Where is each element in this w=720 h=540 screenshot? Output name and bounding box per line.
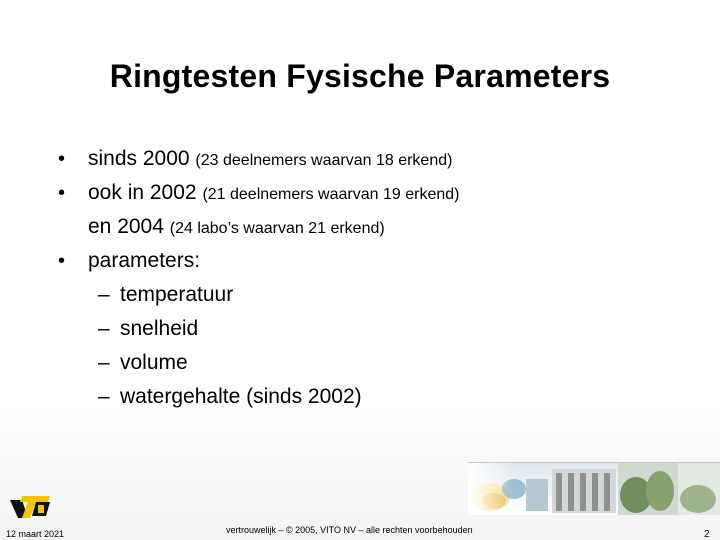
slide-title: Ringtesten Fysische Parameters (109, 58, 611, 94)
sub-dash: – (98, 317, 110, 340)
bullet-list (58, 144, 678, 416)
bullet-note: (21 deelnemers waarvan 19 erkend) (202, 186, 460, 203)
vito-logo-icon (8, 490, 52, 522)
bullet-continuation (58, 212, 678, 246)
bullet-dot: • (58, 250, 66, 272)
bullet-dot: • (58, 182, 66, 204)
photo-banner (468, 462, 720, 515)
photo-collage-image (468, 463, 720, 515)
sub-item (58, 280, 678, 314)
sub-item (58, 382, 678, 416)
footer-copyright: vertrouwelijk – © 2005, VITO NV – alle rechten voorbehouden (226, 525, 473, 535)
bullet-text (88, 178, 459, 210)
bullet-text: parameters: (88, 249, 201, 272)
sub-item (58, 348, 678, 382)
sub-item-text: volume (120, 351, 188, 374)
sub-item-text: temperatuur (120, 283, 234, 306)
sub-dash: – (98, 351, 110, 374)
footer-date: 12 maart 2021 (6, 529, 65, 539)
bullet-note: (24 labo’s waarvan 21 erkend) (169, 220, 385, 237)
bullet-item (58, 178, 678, 212)
bullet-main: sinds 2000 (88, 147, 196, 170)
page-number: 2 (704, 529, 710, 540)
bullet-text (88, 144, 452, 176)
vito-logo (8, 490, 52, 522)
bullet-item (58, 246, 678, 280)
sub-item (58, 314, 678, 348)
sub-dash: – (98, 385, 110, 408)
bullet-note: (23 deelnemers waarvan 18 erkend) (195, 152, 453, 169)
sub-item-text: watergehalte (sinds 2002) (120, 385, 362, 408)
bullet-dot: • (58, 148, 66, 170)
bullet-item (58, 144, 678, 178)
bullet-main: en 2004 (88, 215, 170, 238)
sub-dash: – (98, 283, 110, 306)
bullet-main: ook in 2002 (88, 181, 203, 204)
bullet-text (88, 212, 385, 244)
sub-item-text: snelheid (120, 317, 199, 340)
